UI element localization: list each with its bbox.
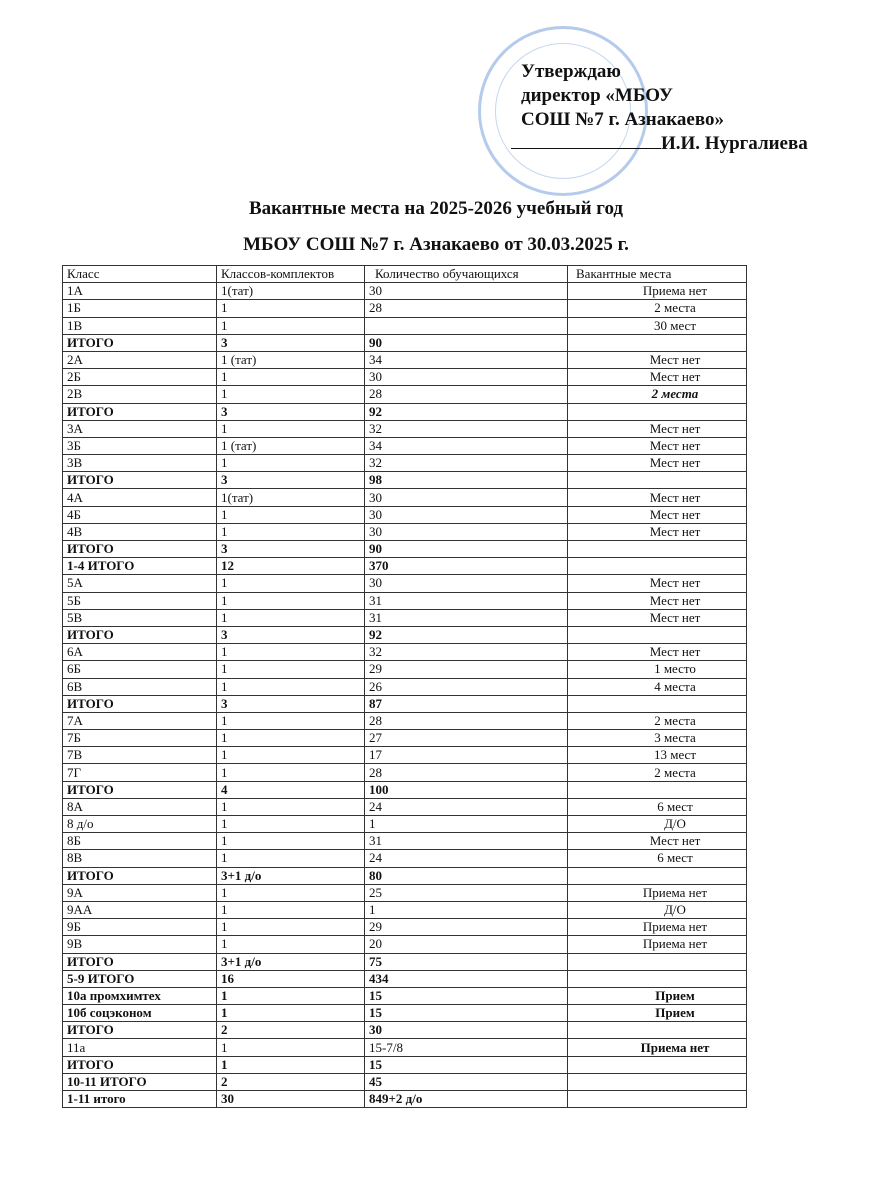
table-cell: 6Б [63, 661, 217, 678]
table-row [63, 781, 747, 798]
table-cell [568, 1022, 747, 1039]
table-cell: 8 д/о [63, 816, 217, 833]
table-cell: 9Б [63, 919, 217, 936]
table-cell: 1 [217, 798, 365, 815]
table-cell: Мест нет [568, 489, 747, 506]
approval-line: директор «МБОУ [521, 85, 673, 106]
table-cell: 1 [217, 901, 365, 918]
table-row [63, 283, 747, 300]
table-row [63, 919, 747, 936]
table-row [63, 506, 747, 523]
table-cell: 30 [365, 283, 568, 300]
table-row [63, 884, 747, 901]
table-cell: ИТОГО [63, 541, 217, 558]
table-row [63, 1091, 747, 1108]
table-header-row [63, 266, 747, 283]
table-row [63, 317, 747, 334]
table-cell: Приема нет [568, 936, 747, 953]
table-cell [568, 970, 747, 987]
table-cell [568, 472, 747, 489]
table-cell [568, 558, 747, 575]
table-cell [568, 781, 747, 798]
table-cell: 1 место [568, 661, 747, 678]
table-cell: 1 [217, 300, 365, 317]
table-cell: 28 [365, 712, 568, 729]
table-cell: 5А [63, 575, 217, 592]
table-cell: 1 [217, 884, 365, 901]
table-cell: 24 [365, 850, 568, 867]
table-cell: 87 [365, 695, 568, 712]
table-cell: 1 [217, 317, 365, 334]
table-row [63, 369, 747, 386]
header-cell: Вакантные места [568, 266, 747, 283]
table-cell: 100 [365, 781, 568, 798]
table-cell: Приема нет [568, 919, 747, 936]
table-row [63, 987, 747, 1004]
table-row [63, 403, 747, 420]
table-cell: 8Б [63, 833, 217, 850]
table-cell [568, 1091, 747, 1108]
table-cell: 32 [365, 644, 568, 661]
table-cell: 1 [365, 816, 568, 833]
table-cell: ИТОГО [63, 953, 217, 970]
table-cell: 2А [63, 351, 217, 368]
table-cell [365, 317, 568, 334]
table-row [63, 609, 747, 626]
table-row [63, 1022, 747, 1039]
table-row [63, 901, 747, 918]
table-cell: 24 [365, 798, 568, 815]
table-row [63, 764, 747, 781]
table-cell: 2В [63, 386, 217, 403]
header-cell: Количество обучающихся [365, 266, 568, 283]
table-cell [568, 1073, 747, 1090]
header-cell: Классов-комплектов [217, 266, 365, 283]
table-row [63, 747, 747, 764]
table-cell: 1 [217, 730, 365, 747]
table-cell: 1 [217, 1056, 365, 1073]
table-cell: 3 места [568, 730, 747, 747]
table-cell: 28 [365, 764, 568, 781]
table-cell: 28 [365, 386, 568, 403]
table-cell: 1 [217, 678, 365, 695]
table-cell: 30 [365, 369, 568, 386]
table-cell: Мест нет [568, 351, 747, 368]
table-cell: 1-11 итого [63, 1091, 217, 1108]
table-cell: Приема нет [568, 283, 747, 300]
table-cell: 80 [365, 867, 568, 884]
table-cell: Прием [568, 987, 747, 1004]
table-row [63, 936, 747, 953]
table-cell: 11а [63, 1039, 217, 1056]
table-row [63, 472, 747, 489]
table-cell: 10б соцэконом [63, 1005, 217, 1022]
table-cell: 1(тат) [217, 489, 365, 506]
vacancies-table [62, 265, 747, 1108]
table-cell: 6 мест [568, 850, 747, 867]
table-cell: 4 [217, 781, 365, 798]
table-cell: 4Б [63, 506, 217, 523]
table-cell: 75 [365, 953, 568, 970]
table-cell: 27 [365, 730, 568, 747]
table-cell: Мест нет [568, 455, 747, 472]
table-cell: 1 [217, 1005, 365, 1022]
table-cell: 849+2 д/о [365, 1091, 568, 1108]
table-cell: 2 места [568, 764, 747, 781]
table-cell: 3Б [63, 437, 217, 454]
table-cell: 2 [217, 1022, 365, 1039]
table-cell: 9В [63, 936, 217, 953]
table-row [63, 644, 747, 661]
table-row [63, 300, 747, 317]
table-cell: 1 [217, 747, 365, 764]
table-cell: 1(тат) [217, 283, 365, 300]
table-cell [568, 626, 747, 643]
table-cell: 1 [217, 609, 365, 626]
table-row [63, 386, 747, 403]
table-cell: 4В [63, 523, 217, 540]
table-cell: 6А [63, 644, 217, 661]
table-row [63, 1073, 747, 1090]
table-cell: 2 [217, 1073, 365, 1090]
table-cell: 17 [365, 747, 568, 764]
table-cell: 1 [217, 455, 365, 472]
table-cell: Мест нет [568, 575, 747, 592]
table-cell: 1 [217, 661, 365, 678]
table-cell: 2 места [568, 300, 747, 317]
table-row [63, 712, 747, 729]
table-cell: 32 [365, 455, 568, 472]
document-subtitle: МБОУ СОШ №7 г. Азнакаево от 30.03.2025 г. [243, 234, 629, 255]
table-cell: 1 [217, 987, 365, 1004]
table-cell: 3 [217, 695, 365, 712]
table-cell [568, 953, 747, 970]
table-cell: 5-9 ИТОГО [63, 970, 217, 987]
table-row [63, 558, 747, 575]
table-cell [568, 695, 747, 712]
table-cell: 1 [217, 1039, 365, 1056]
table-cell: 30 [365, 506, 568, 523]
table-row [63, 351, 747, 368]
table-cell: 30 [365, 523, 568, 540]
table-cell: 1 [217, 936, 365, 953]
table-cell: 1 [217, 369, 365, 386]
approval-block [521, 60, 808, 156]
table-cell: 9А [63, 884, 217, 901]
table-cell: 2Б [63, 369, 217, 386]
table-cell: 4А [63, 489, 217, 506]
table-cell: 29 [365, 919, 568, 936]
table-cell: Мест нет [568, 437, 747, 454]
table-cell: 1 [217, 523, 365, 540]
table-cell: ИТОГО [63, 472, 217, 489]
table-cell: 370 [365, 558, 568, 575]
table-cell: 30 [365, 489, 568, 506]
table-row [63, 695, 747, 712]
table-cell: 30 [365, 1022, 568, 1039]
table-cell: 1 [365, 901, 568, 918]
table-cell: 3 [217, 403, 365, 420]
table-cell: 34 [365, 351, 568, 368]
table-cell: Мест нет [568, 506, 747, 523]
table-row [63, 575, 747, 592]
table-row [63, 1005, 747, 1022]
table-cell: 32 [365, 420, 568, 437]
table-cell: 7Г [63, 764, 217, 781]
table-cell: 92 [365, 403, 568, 420]
table-cell: 90 [365, 541, 568, 558]
table-cell: 9АА [63, 901, 217, 918]
table-cell: 8А [63, 798, 217, 815]
table-cell: 3 [217, 626, 365, 643]
table-cell: 13 мест [568, 747, 747, 764]
table-row [63, 334, 747, 351]
table-cell: 1 [217, 919, 365, 936]
table-cell: 1В [63, 317, 217, 334]
table-cell: ИТОГО [63, 403, 217, 420]
table-cell: Прием [568, 1005, 747, 1022]
table-row [63, 1039, 747, 1056]
table-cell: 34 [365, 437, 568, 454]
table-cell: 3 [217, 472, 365, 489]
table-cell: 1 [217, 712, 365, 729]
table-cell: 15 [365, 987, 568, 1004]
table-row [63, 867, 747, 884]
table-row [63, 953, 747, 970]
table-cell: ИТОГО [63, 334, 217, 351]
document-title: Вакантные места на 2025-2026 учебный год [248, 198, 624, 219]
table-cell: 2 места [568, 386, 747, 403]
table-row [63, 626, 747, 643]
table-cell: 7В [63, 747, 217, 764]
table-cell: 30 мест [568, 317, 747, 334]
table-cell: Приема нет [568, 1039, 747, 1056]
table-cell: 1 [217, 850, 365, 867]
table-cell: 12 [217, 558, 365, 575]
table-cell: 3+1 д/о [217, 953, 365, 970]
table-cell: 15 [365, 1005, 568, 1022]
table-cell: Мест нет [568, 609, 747, 626]
table-cell: Д/О [568, 901, 747, 918]
table-cell: Мест нет [568, 523, 747, 540]
table-cell [568, 1056, 747, 1073]
table-cell: 20 [365, 936, 568, 953]
table-row [63, 420, 747, 437]
table-cell: 3В [63, 455, 217, 472]
table-cell: 1 [217, 386, 365, 403]
table-cell [568, 867, 747, 884]
signatory-name: И.И. Нургалиева [661, 133, 808, 154]
table-cell: Мест нет [568, 369, 747, 386]
table-cell: 1 [217, 644, 365, 661]
table-cell: Мест нет [568, 644, 747, 661]
table-cell: 3+1 д/о [217, 867, 365, 884]
table-cell: 6В [63, 678, 217, 695]
table-cell [568, 541, 747, 558]
table-cell: 8В [63, 850, 217, 867]
table-row [63, 833, 747, 850]
table-cell: 4 места [568, 678, 747, 695]
table-cell: 16 [217, 970, 365, 987]
table-cell: 7Б [63, 730, 217, 747]
table-cell: 1 [217, 420, 365, 437]
table-cell: 7А [63, 712, 217, 729]
table-row [63, 541, 747, 558]
table-cell: 98 [365, 472, 568, 489]
table-cell: 6 мест [568, 798, 747, 815]
table-cell: 5Б [63, 592, 217, 609]
table-cell: ИТОГО [63, 626, 217, 643]
table-cell: ИТОГО [63, 1022, 217, 1039]
approval-line: Утверждаю [521, 61, 621, 82]
table-cell: 1 (тат) [217, 437, 365, 454]
table-cell: ИТОГО [63, 867, 217, 884]
table-cell: 1-4 ИТОГО [63, 558, 217, 575]
table-row [63, 850, 747, 867]
table-cell: 434 [365, 970, 568, 987]
table-cell: 92 [365, 626, 568, 643]
table-row [63, 455, 747, 472]
table-cell: 5В [63, 609, 217, 626]
table-cell: 90 [365, 334, 568, 351]
table-cell: Мест нет [568, 592, 747, 609]
table-cell: 1 [217, 764, 365, 781]
table-cell: Д/О [568, 816, 747, 833]
table-row [63, 661, 747, 678]
table-row [63, 489, 747, 506]
table-cell: 1 [217, 833, 365, 850]
table-cell: 10а промхимтех [63, 987, 217, 1004]
table-cell [568, 334, 747, 351]
table-row [63, 816, 747, 833]
table-cell: 31 [365, 833, 568, 850]
table-cell: 3 [217, 334, 365, 351]
table-cell: 15-7/8 [365, 1039, 568, 1056]
table-row [63, 970, 747, 987]
table-cell: ИТОГО [63, 1056, 217, 1073]
table-cell: 2 места [568, 712, 747, 729]
approval-line: СОШ №7 г. Азнакаево» [521, 109, 724, 130]
table-cell: 1 [217, 575, 365, 592]
table-row [63, 437, 747, 454]
table-row [63, 523, 747, 540]
table-cell: 1 (тат) [217, 351, 365, 368]
table-cell: 29 [365, 661, 568, 678]
table-row [63, 730, 747, 747]
signature-line [511, 132, 808, 156]
table-row [63, 592, 747, 609]
table-cell: 31 [365, 592, 568, 609]
table-row [63, 1056, 747, 1073]
table-cell: 30 [217, 1091, 365, 1108]
table-cell: Мест нет [568, 833, 747, 850]
table-cell: Мест нет [568, 420, 747, 437]
table-cell: Приема нет [568, 884, 747, 901]
table-row [63, 678, 747, 695]
table-cell: 1 [217, 816, 365, 833]
table-cell: ИТОГО [63, 781, 217, 798]
table-cell: 25 [365, 884, 568, 901]
table-cell: 1Б [63, 300, 217, 317]
table-cell: 1А [63, 283, 217, 300]
table-cell: 26 [365, 678, 568, 695]
table-cell: 15 [365, 1056, 568, 1073]
table-cell: 1 [217, 506, 365, 523]
table-cell: 45 [365, 1073, 568, 1090]
table-cell: 30 [365, 575, 568, 592]
header-cell: Класс [63, 266, 217, 283]
table-cell: 10-11 ИТОГО [63, 1073, 217, 1090]
table-cell: 31 [365, 609, 568, 626]
table-cell: 1 [217, 592, 365, 609]
table-cell: ИТОГО [63, 695, 217, 712]
table-cell: 28 [365, 300, 568, 317]
table-cell [568, 403, 747, 420]
table-cell: 3А [63, 420, 217, 437]
table-cell: 3 [217, 541, 365, 558]
table-row [63, 798, 747, 815]
